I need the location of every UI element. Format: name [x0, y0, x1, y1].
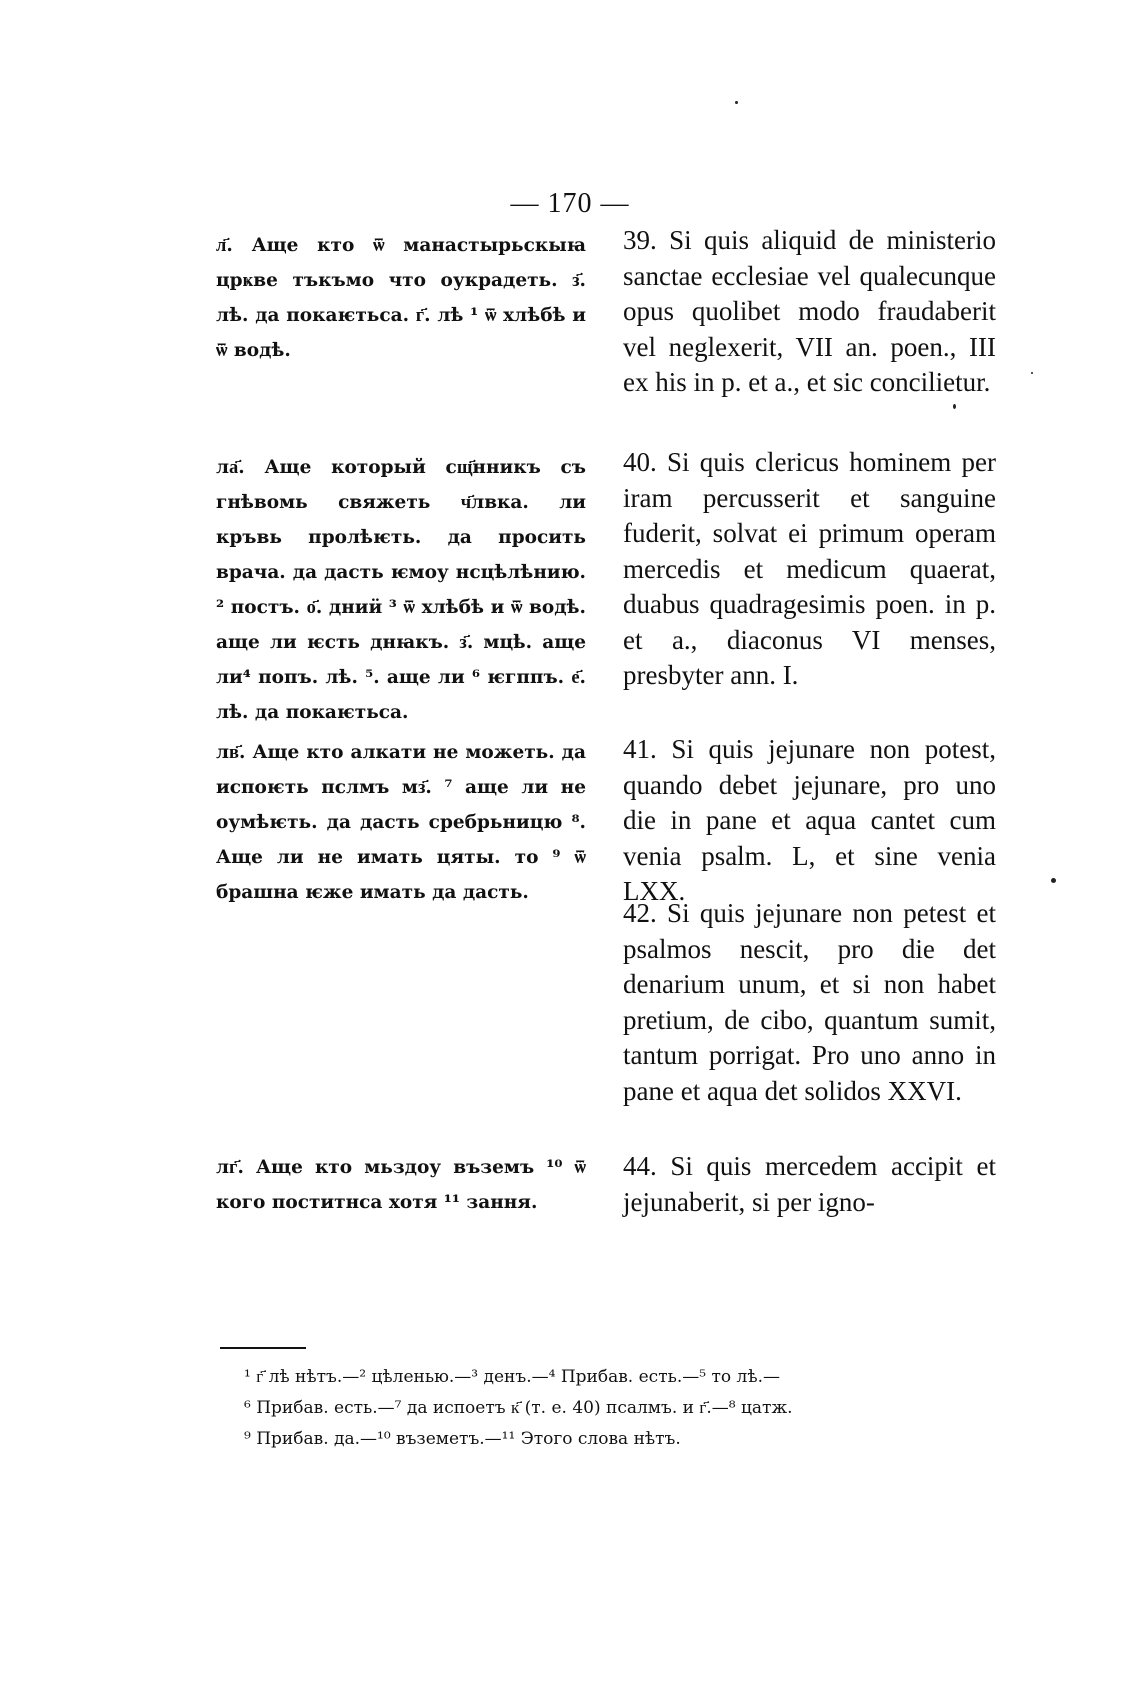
- latin-paragraph-42: 42. Si quis jejunare non petest et psalmos nescit, pro die det denarium unum, et si non habet pretium, de cibo, quantum sumit, tantum porrigat. Pro uno anno in pane et aqua det solidos XXVI.: [623, 898, 996, 1106]
- print-speck: [1031, 372, 1033, 374]
- page-number: — 170 —: [510, 188, 630, 219]
- print-speck: [953, 404, 956, 409]
- footnote-line-2: ⁶ Прибав. есть.—⁷ да испоетъ к҃ (т. е. 40) псалмъ. и г҃.—⁸ цатж.: [244, 1398, 793, 1418]
- print-speck: [735, 101, 738, 104]
- footnotes: [244, 1362, 1004, 1455]
- slavonic-paragraph-33: лг҃. Аще кто мьздоу въземъ ¹⁰ ѿ кого поститнса хотя ¹¹ зання.: [216, 1157, 586, 1213]
- latin-paragraph-40: 40. Si quis clericus hominem per iram percusserit et sanguine fuderit, solvat ei primum operam mercedis et medicum quaerat, duabus quadragesimis poen. in p. et a., diaconus VI menses, presbyter ann. I.: [623, 447, 996, 690]
- footnote-line-3: ⁹ Прибав. да.—¹⁰ въземетъ.—¹¹ Этого слова нѣтъ.: [244, 1429, 681, 1449]
- slavonic-paragraph-30: л҃. Аще кто ѿ манастырьскыꙗ црҝве тъкъмо что оукрадеть. з҃. лѣ. да покаѥтьса. г҃. лѣ ¹ ѿ хлѣбѣ и ѿ водѣ.: [216, 235, 586, 361]
- latin-paragraph-44: 44. Si quis mercedem accipit et jejunaberit, si per igno-: [623, 1151, 996, 1217]
- slavonic-paragraph-31: ла҃. Аще который сщ҃нникъ съ гнѣвомь свяжеть ч҃лвка. ли кръвь пролѣѥть. да просить врача. да дасть ѥмоу нсцѣлѣнию. ² постъ. о҃. дниӥ ³ ѿ хлѣбѣ и ѿ водѣ. аще ли ѥсть днꙗкъ. з҃. мцҍ. аще ли⁴ попъ. лѣ. ⁵. аще ли ⁶ ѥгппъ. е҃. лѣ. да покаѥтьса.: [216, 457, 586, 723]
- latin-paragraph-41: 41. Si quis jejunare non potest, quando debet jejunare, pro uno die in pane et aqua cantet cum venia psalm. L, et sine venia LXX.: [623, 734, 996, 906]
- footnote-rule: [220, 1347, 306, 1349]
- latin-paragraph-39: 39. Si quis aliquid de ministerio sanctae ecclesiae vel qualecunque opus quolibet modo fraudaberit vel neglexerit, VII an. poen., III ex his in p. et a., et sic concilietur.: [623, 225, 996, 397]
- slavonic-paragraph-32: лв҃. Аще кто алкати не можеть. да испоѥть пслмъ мз҃. ⁷ аще ли не оумѣѥть. да дасть сребрьницю ⁸. Аще ли не имать цяты. то ⁹ ѿ брашна ѥже имать да дасть.: [216, 742, 586, 903]
- footnote-line-1: ¹ г҃ лѣ нѣтъ.—² цѣленью.—³ денъ.—⁴ Прибав. есть.—⁵ то лѣ.—: [244, 1367, 780, 1387]
- print-speck: [1051, 878, 1056, 883]
